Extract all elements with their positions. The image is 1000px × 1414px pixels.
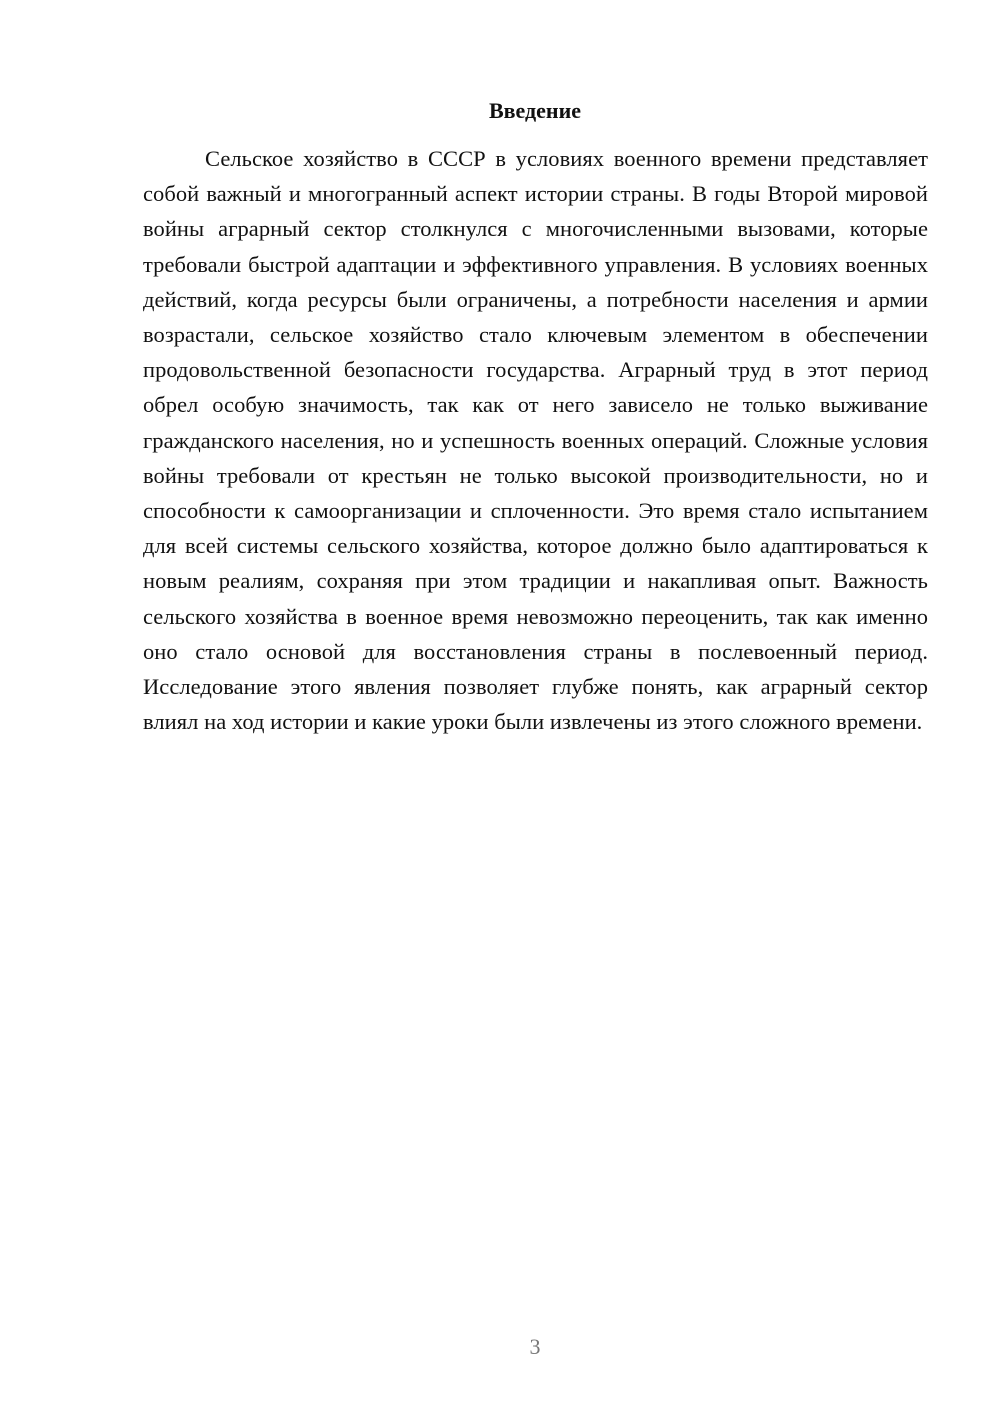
intro-paragraph: Сельское хозяйство в СССР в условиях военного времени представляет собой важный и многогранный аспект истории страны. В годы Второй мировой войны аграрный сектор столкнулся с многочисленными вызовами, которые требовали быстрой адаптации и эффективного управления. В условиях военных действий, когда ресурсы были ограничены, а потребности населения и армии возрастали, сельское хозяйство стало ключевым элементом в обеспечении продовольственной безопасности государства. Аграрный труд в этот период обрел особую значимость, так как от него зависело не только выживание гражданского населения, но и успешность военных операций. Сложные условия войны требовали от крестьян не только высокой производительности, но и способности к самоорганизации и сплоченности. Это время стало испытанием для всей системы сельского хозяйства, которое должно было адаптироваться к новым реалиям, сохраняя при этом традиции и накапливая опыт. Важность сельского хозяйства в военное время невозможно переоценить, так как именно оно стало основой для восстановления страны в послевоенный период. Исследование этого явления позволяет глубже понять, как аграрный сектор влиял на ход истории и какие уроки были извлечены из этого сложного времени. xyxy=(143,146,928,735)
section-title: Введение xyxy=(488,98,582,123)
page-number: 3 xyxy=(529,1334,541,1359)
